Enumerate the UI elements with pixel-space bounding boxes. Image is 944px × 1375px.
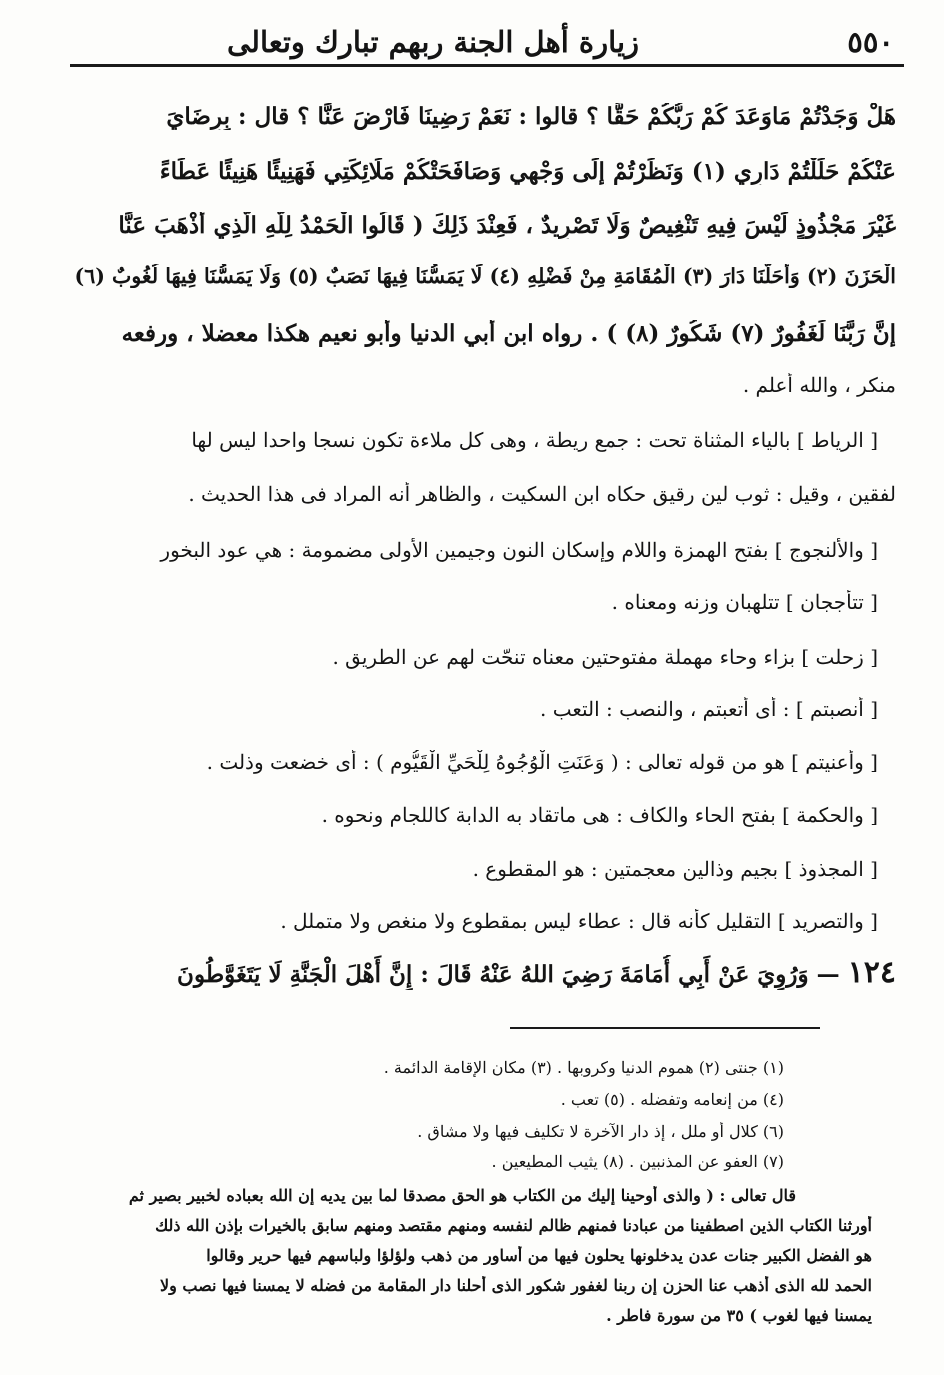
text-line: هَلْ وَجَدْتُمْ مَاوَعَدَ كُمْ رَبُّكُمْ حَقًّا ؟ قالوا : نَعَمْ رَضِينَا فَارْضَ عَنَّا ؟ قال : بِرِضَايَ	[166, 103, 896, 130]
text-line: غَيْرَ مَجْذُوذٍ لَيْسَ فِيهِ تَنْغِيصٌ وَلَا تَصْرِيدٌ ، فَعِنْدَ ذَلِكَ ( قَالُوا الْحَمْدُ لِلَّهِ الَّذِي أَذْهَبَ عَنَّا	[118, 212, 896, 239]
running-header	[72, 22, 794, 62]
note-line: قال تعالى : ( والذى أوحينا إليك من الكتاب هو الحق مصدقا لما بين يديه إن الله بعباده لخبير بصير ثم	[128, 1186, 796, 1205]
page-number: ٥٥٠	[847, 25, 894, 59]
gloss-line: [ والحكمة ] بفتح الحاء والكاف : هى ماتقاد به الدابة كاللجام ونحوه .	[321, 803, 878, 827]
gloss-line: [ الرياط ] بالياء المثناة تحت : جمع ريطة ، وهى كل ملاءة تكون نسجا واحدا ليس لها	[191, 428, 878, 452]
hadith-line	[72, 955, 896, 990]
gloss-line: [ زحلت ] بزاء وحاء مهملة مفتوحتين معناه تنحّت لهم عن الطريق .	[332, 645, 878, 669]
text-line: الْحَزَنَ (٢) وَأَحَلَّنَا دَارَ (٣) الْمُقَامَةِ مِنْ فَضْلِهِ (٤) لَا يَمَسُّنَا فِيهَا نَصَبٌ (٥) وَلَا يَمَسُّنَا فِيهَا لُغُوبٌ (٦)	[74, 264, 896, 288]
footnote: (٧) العفو عن المذنبين . (٨) يثيب المطيعين .	[491, 1152, 784, 1171]
footnote: (١) جنتى (٢) هموم الدنيا وكروبها . (٣) مكان الإقامة الدائمة .	[383, 1058, 784, 1077]
text-line: منكر ، والله أعلم .	[742, 373, 896, 397]
hadith-text: — وَرُوِيَ عَنْ أَبِي أُمَامَةَ رَضِيَ اللهُ عَنْهُ قَالَ : إِنَّ أَهْلَ الْجَنَّةِ لَا يَتَغَوَّطُونَ	[177, 961, 840, 988]
note-line: الحمد لله الذى أذهب عنا الحزن إن ربنا لغفور شكور الذى أحلنا دار المقامة من فضله لا يمسنا فيها نصب ولا	[159, 1276, 872, 1295]
gloss-line: [ المجذوذ ] بجيم وذالين معجمتين : هو المقطوع .	[472, 857, 878, 881]
note-line: هو الفضل الكبير جنات عدن يدخلونها يحلون فيها من أساور من ذهب ولؤلؤا ولباسهم فيها حرير وقالوا	[206, 1246, 872, 1265]
text-line: إِنَّ رَبَّنَا لَغَفُورٌ (٧) شَكُورٌ (٨) ) . رواه ابن أبي الدنيا وأبو نعيم هكذا معضلا ، ورفعه	[121, 320, 896, 347]
gloss-line: [ والألنجوج ] بفتح الهمزة واللام وإسكان النون وجيمين الأولى مضمومة : هي عود البخور	[160, 538, 878, 562]
footnote: (٤) من إنعامه وتفضله . (٥) تعب .	[560, 1090, 784, 1109]
footnote-rule	[510, 1027, 820, 1029]
footnote: (٦) كلال أو ملل ، إذ دار الآخرة لا تكليف فيها ولا مشاق .	[417, 1122, 784, 1141]
note-line: يمسنا فيها لغوب ) ٣٥ من سورة فاطر .	[606, 1306, 872, 1325]
header-rule	[70, 64, 904, 67]
hadith-number: ١٢٤	[847, 955, 896, 990]
text-line: عَنْكُمْ حَلَلْتُمْ دَارِي (١) وَنَظَرْتُمْ إِلَى وَجْهِي وَصَافَحَتْكُمْ مَلَائِكَتِي فَهَنِيئًا هَنِيئًا عَطَاءً	[159, 158, 896, 185]
gloss-line: [ تتأججان ] تتلهبان وزنه ومعناه .	[611, 590, 878, 614]
gloss-line: [ وأعنيتم ] هو من قوله تعالى : ( وَعَنَتِ الْوُجُوهُ لِلْحَيِّ الْقَيُّومِ ) : أى خضعت وذلت .	[206, 750, 878, 774]
header-title: زيارة أهل الجنة ربهم تبارك وتعالى	[226, 25, 640, 59]
note-line: أورثنا الكتاب الذين اصطفينا من عبادنا فمنهم ظالم لنفسه ومنهم مقتصد ومنهم سابق بالخيرات بإذن الله ذلك	[155, 1216, 872, 1235]
gloss-line: [ والتصريد ] التقليل كأنه قال : عطاء ليس بمقطوع ولا منغص ولا متملل .	[280, 909, 878, 933]
gloss-line: [ أنصبتم ] : أى أتعبتم ، والنصب : التعب .	[540, 697, 878, 721]
gloss-line: لفقين ، وقيل : ثوب لين رقيق حكاه ابن السكيت ، والظاهر أنه المراد فى هذا الحديث .	[188, 482, 896, 506]
